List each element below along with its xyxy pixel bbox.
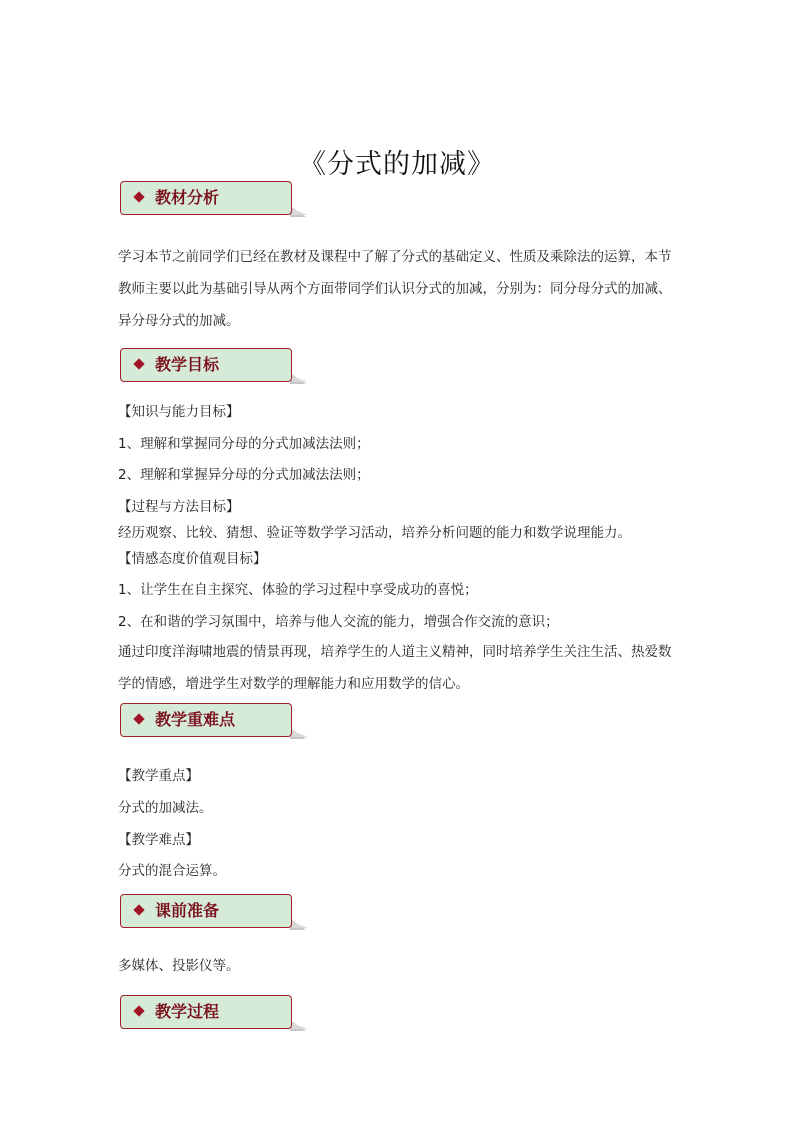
focus-text: 分式的加减法。 bbox=[118, 800, 213, 816]
emotion-heading: 【情感态度价值观目标】 bbox=[118, 551, 267, 567]
document-title: 《分式的加减》 bbox=[299, 149, 495, 180]
knowledge-item-1: 1、理解和掌握同分母的分式加减法法则； bbox=[118, 436, 370, 452]
section-label: 教学重难点 bbox=[155, 710, 236, 729]
section-label: 教学目标 bbox=[155, 355, 220, 374]
section-header-process bbox=[120, 995, 308, 1037]
section-label: 教学过程 bbox=[155, 1002, 220, 1021]
process-heading: 【过程与方法目标】 bbox=[118, 499, 240, 515]
section-header-analysis bbox=[120, 181, 308, 223]
emotion-item-2: 2、在和谐的学习氛围中，培养与他人交流的能力，增强合作交流的意识； bbox=[118, 614, 559, 630]
section-header-preparation bbox=[120, 894, 308, 936]
process-text: 经历观察、比较、猜想、验证等数学学习活动，培养分析问题的能力和数学说理能力。 bbox=[118, 525, 631, 541]
knowledge-item-2: 2、理解和掌握异分母的分式加减法法则； bbox=[118, 467, 370, 483]
analysis-paragraph: 学习本节之前同学们已经在教材及课程中了解了分式的基础定义、性质及乘除法的运算，本节教师主要以此为基础引导从两个方面带同学们认识分式的加减，分别为：同分母分式的加减、异分母分式的加减。 bbox=[118, 249, 672, 329]
difficulty-text: 分式的混合运算。 bbox=[118, 863, 226, 879]
focus-heading: 【教学重点】 bbox=[118, 768, 199, 784]
section-label: 课前准备 bbox=[155, 901, 220, 920]
section-label: 教材分析 bbox=[155, 188, 220, 207]
knowledge-heading: 【知识与能力目标】 bbox=[118, 404, 240, 420]
preparation-text: 多媒体、投影仪等。 bbox=[118, 958, 240, 974]
section-header-goals bbox=[120, 348, 308, 390]
emotion-item-1: 1、让学生在自主探究、体验的学习过程中享受成功的喜悦； bbox=[118, 582, 478, 598]
difficulty-heading: 【教学难点】 bbox=[118, 832, 199, 848]
section-header-keypoints bbox=[120, 703, 308, 745]
emotion-paragraph: 通过印度洋海啸地震的情景再现，培养学生的人道主义精神，同时培养学生关注生活、热爱数学的情感，增进学生对数学的理解能力和应用数学的信心。 bbox=[118, 644, 672, 692]
